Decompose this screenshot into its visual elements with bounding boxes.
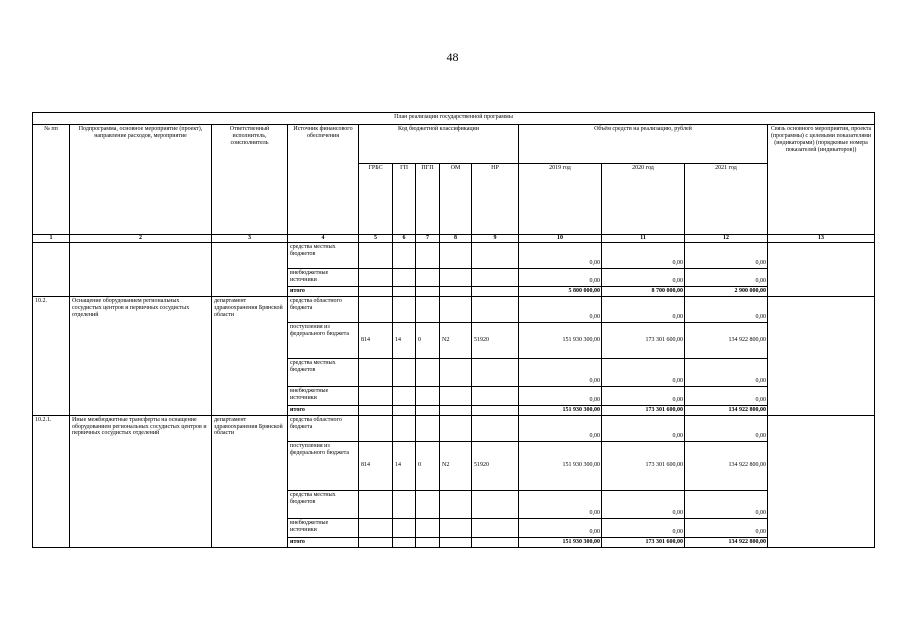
header-2021: 2021 год: [685, 164, 768, 235]
value-2020: 0,00: [602, 386, 685, 405]
col-number: 4: [288, 235, 359, 243]
row-link: [768, 242, 875, 296]
col-number: 2: [70, 235, 212, 243]
total-2020: 173 301 600,00: [602, 537, 685, 547]
value-2021: 0,00: [685, 358, 768, 386]
value-2021: 0,00: [685, 296, 768, 322]
table-title: План реализации государственной программы: [33, 113, 875, 125]
value-2019: 0,00: [519, 490, 602, 518]
row-responsible: департамент здравоохранения Брянской области: [212, 296, 288, 415]
value-2019: 0,00: [519, 415, 602, 441]
value-2019: 0,00: [519, 358, 602, 386]
row-responsible: департамент здравоохранения Брянской области: [212, 415, 288, 547]
row-source: средства местных бюджетов: [288, 490, 359, 518]
col-number: 7: [416, 235, 440, 243]
row-link: [768, 296, 875, 415]
code-om: N2: [440, 322, 472, 358]
header-grbs: ГРБС: [359, 164, 393, 235]
row-num: 10.2.: [33, 296, 70, 415]
header-2019: 2019 год: [519, 164, 602, 235]
col-number: 6: [393, 235, 416, 243]
value-2021: 0,00: [685, 242, 768, 268]
code-grbs: 814: [359, 322, 393, 358]
page-number: 48: [446, 50, 459, 64]
value-2021: 0,00: [685, 386, 768, 405]
value-2019: 0,00: [519, 518, 602, 537]
value-2019: 0,00: [519, 268, 602, 286]
code-pgp: 0: [416, 441, 440, 490]
row-source: итого: [288, 537, 359, 547]
row-source: средства областного бюджета: [288, 296, 359, 322]
header-subprogram: Подпрограмма, основное мероприятие (проект), направление расходов, мероприятие: [70, 125, 212, 235]
column-numbers-row: [33, 235, 875, 243]
value-2020: 0,00: [602, 296, 685, 322]
header-budget-code: Код бюджетной классификации: [359, 125, 519, 164]
header-pgp: ПГП: [416, 164, 440, 235]
value-2020: 173 301 600,00: [602, 322, 685, 358]
header-responsible: Ответственный исполнитель, соисполнитель: [212, 125, 288, 235]
value-2021: 0,00: [685, 268, 768, 286]
code-grbs: 814: [359, 441, 393, 490]
code-om: N2: [440, 441, 472, 490]
header-om: ОМ: [440, 164, 472, 235]
col-number: 3: [212, 235, 288, 243]
header-link: Связь основного мероприятия, проекта (программы) с целевыми показателями (индикаторами) (порядковые номера показателей (индикаторов)): [768, 125, 875, 235]
row-source: итого: [288, 286, 359, 296]
row-source: поступления из федерального бюджета: [288, 322, 359, 358]
value-2020: 0,00: [602, 490, 685, 518]
value-2021: 134 922 800,00: [685, 322, 768, 358]
value-2019: 0,00: [519, 296, 602, 322]
col-number: 9: [472, 235, 519, 243]
value-2021: 0,00: [685, 415, 768, 441]
value-2020: 0,00: [602, 358, 685, 386]
value-2019: 0,00: [519, 242, 602, 268]
value-2019: 151 930 300,00: [519, 322, 602, 358]
col-number: 1: [33, 235, 70, 243]
row-source: средства областного бюджета: [288, 415, 359, 441]
row-source: внебюджетные источники: [288, 268, 359, 286]
code-nr: 51920: [472, 441, 519, 490]
col-number: 5: [359, 235, 393, 243]
row-name: Оснащение оборудованием региональных сосудистых центров и первичных сосудистых отделений: [70, 296, 212, 415]
col-number: 12: [685, 235, 768, 243]
row-source: поступления из федерального бюджета: [288, 441, 359, 490]
row-source: внебюджетные источники: [288, 386, 359, 405]
value-2021: 0,00: [685, 518, 768, 537]
row-source: внебюджетные источники: [288, 518, 359, 537]
header-source: Источник финансового обеспечения: [288, 125, 359, 235]
value-2019: 0,00: [519, 386, 602, 405]
program-plan-table: [32, 112, 875, 548]
total-2019: 151 930 300,00: [519, 537, 602, 547]
header-volume: Объём средств на реализацию, рублей: [519, 125, 768, 164]
value-2020: 0,00: [602, 268, 685, 286]
total-2020: 8 700 000,00: [602, 286, 685, 296]
row-responsible: [212, 242, 288, 296]
total-2020: 173 301 600,00: [602, 405, 685, 415]
value-2020: 173 301 600,00: [602, 441, 685, 490]
value-2020: 0,00: [602, 518, 685, 537]
col-number: 8: [440, 235, 472, 243]
value-2019: 151 930 300,00: [519, 441, 602, 490]
table-row: [33, 242, 875, 268]
row-link: [768, 415, 875, 547]
table-row: [33, 415, 875, 441]
total-2019: 151 930 300,00: [519, 405, 602, 415]
col-number: 13: [768, 235, 875, 243]
row-source: средства местных бюджетов: [288, 242, 359, 268]
code-nr: 51920: [472, 322, 519, 358]
total-2019: 5 800 000,00: [519, 286, 602, 296]
total-2021: 134 922 800,00: [685, 405, 768, 415]
value-2021: 0,00: [685, 490, 768, 518]
header-2020: 2020 год: [602, 164, 685, 235]
value-2021: 134 922 800,00: [685, 441, 768, 490]
total-2021: 134 922 800,00: [685, 537, 768, 547]
header-gp: ГП: [393, 164, 416, 235]
row-name: [70, 242, 212, 296]
value-2020: 0,00: [602, 415, 685, 441]
value-2020: 0,00: [602, 242, 685, 268]
code-pgp: 0: [416, 322, 440, 358]
header-num: № пп: [33, 125, 70, 235]
code-gp: 14: [393, 322, 416, 358]
col-number: 10: [519, 235, 602, 243]
row-num: [33, 242, 70, 296]
header-nr: НР: [472, 164, 519, 235]
row-source: средства местных бюджетов: [288, 358, 359, 386]
table-row: [33, 296, 875, 322]
row-name: Иные межбюджетные трансферты на оснащение оборудованием региональных сосудистых центров и первичных сосудистых отделений: [70, 415, 212, 547]
code-gp: 14: [393, 441, 416, 490]
row-source: итого: [288, 405, 359, 415]
total-2021: 2 900 000,00: [685, 286, 768, 296]
row-num: 10.2.1.: [33, 415, 70, 547]
col-number: 11: [602, 235, 685, 243]
